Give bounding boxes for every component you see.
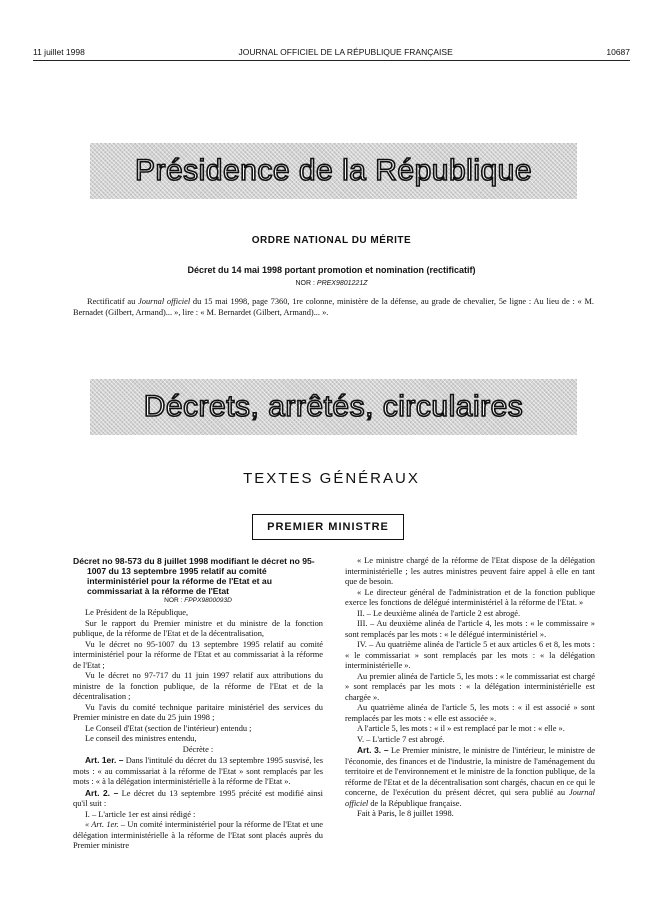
paragraph: Vu le décret no 95-1007 du 13 septembre 1995 relatif au comité interministériel pour la réforme de l'Etat et au commissariat à la réforme de l'Etat ; <box>73 639 323 670</box>
header-page-number: 10687 <box>606 47 630 57</box>
nor-label: NOR : <box>295 280 315 287</box>
nor-code: FPPX9800093D <box>184 597 232 604</box>
running-header <box>33 47 630 57</box>
article-3 <box>345 745 595 809</box>
ministry-label: PREMIER MINISTRE <box>267 521 389 533</box>
decree-title: Décret du 14 mai 1998 portant promotion et nomination (rectificatif) <box>187 265 476 275</box>
header-journal-title: JOURNAL OFFICIEL DE LA RÉPUBLIQUE FRANÇAISE <box>238 47 453 57</box>
section-banner-decrets <box>90 379 577 435</box>
decree-nor <box>33 280 630 287</box>
paragraph: IV. – Au quatrième alinéa de l'article 5 et aux articles 6 et 8, les mots : « le commissariat » sont remplacés par les mots : « la délégation interministérielle ». <box>345 640 595 670</box>
article-text: Dans l'intitulé du décret du 13 septembre 1995 susvisé, les mots : « au commissariat à la réforme de l'Etat » sont remplacés par les mots : « à la délégation interministérielle à la réforme de l'Etat ». <box>73 756 323 786</box>
banner-title: Présidence de la République <box>134 154 533 187</box>
paragraph: « Le ministre chargé de la réforme de l'Etat dispose de la délégation interministérielle ; les autres ministres peuvent faire appel à elle en tant que de besoin. <box>345 556 595 586</box>
decree-title: Décret no 98-573 du 8 juillet 1998 modifiant le décret no 95-1007 du 13 septembre 1995 relatif au comité interministériel pour la réforme de l'Etat et au commissariat à la réforme de l'Etat <box>73 556 315 596</box>
article-text: Le décret du 13 septembre 1995 précité est modifié ainsi qu'il suit : <box>73 788 323 808</box>
rectificatif-paragraph <box>73 297 594 318</box>
paragraph: « Le directeur général de l'administration et de la fonction publique exerce les fonctions de délégué interministériel à la réforme de l'Etat. » <box>345 587 595 607</box>
journal-officiel-italic: Journal officiel <box>345 788 595 808</box>
text-run: Rectificatif au <box>87 297 139 306</box>
paragraph: Au premier alinéa de l'article 5, les mots : « le commissariat est chargé » sont remplacés par les mots : « la délégation interministérielle est chargée ». <box>345 671 595 702</box>
left-column <box>73 556 323 852</box>
paragraph: Le conseil des ministres entendu, <box>85 734 197 743</box>
paragraph: Au quatrième alinéa de l'article 5, les mots : « il est associé » sont remplacés par les mots : « elle est associée ». <box>345 703 595 723</box>
ministry-box <box>252 514 404 540</box>
quoted-article-label: « Art. 1er. – <box>85 820 126 829</box>
decree-nor <box>73 597 323 604</box>
paragraph: II. – Le deuxième alinéa de l'article 2 est abrogé. <box>357 608 521 618</box>
right-column <box>345 556 595 820</box>
paragraph: Sur le rapport du Premier ministre et du ministre de la fonction publique, de la réforme de l'Etat et de la décentralisation, <box>73 618 323 638</box>
quoted-article-text: Un comité interministériel pour la réforme de l'Etat et une délégation interministérielle à la réforme de l'Etat sont placés auprès du Premier ministre <box>73 820 323 850</box>
paragraph: I. – L'article 1er est ainsi rédigé : <box>85 809 196 819</box>
quoted-article <box>73 820 323 852</box>
paragraph: Le Conseil d'Etat (section de l'intérieur) entendu ; <box>85 723 252 733</box>
header-rule <box>33 60 630 61</box>
article-2 <box>73 788 323 810</box>
paragraph: V. – L'article 7 est abrogé. <box>357 734 445 744</box>
paragraph: III. – Au deuxième alinéa de l'article 4, les mots : « le commissaire » sont remplacés par les mots : « le délégué interministériel ». <box>345 619 595 639</box>
paragraph: Le Président de la République, <box>85 608 189 617</box>
article-label: Art. 3. – <box>357 745 389 755</box>
article-1 <box>73 755 323 788</box>
nor-label: NOR : <box>164 597 183 604</box>
closing-line: Fait à Paris, le 8 juillet 1998. <box>357 809 454 818</box>
article-text: de la République française. <box>368 798 462 808</box>
header-date: 11 juillet 1998 <box>33 47 85 57</box>
paragraph: Vu l'avis du comité technique paritaire ministériel des services du Premier ministre en date du 25 juin 1998 ; <box>73 702 323 722</box>
article-label: Art. 2. – <box>85 787 119 798</box>
journal-officiel-italic: Journal officiel <box>138 297 191 306</box>
paragraph: Vu le décret no 97-717 du 11 juin 1997 relatif aux attributions du ministre de la fonction publique, de la réforme de l'Etat et de la décentralisation ; <box>73 671 323 701</box>
article-label: Art. 1er. – <box>85 755 124 765</box>
section-heading: ORDRE NATIONAL DU MÉRITE <box>251 235 412 246</box>
paragraph: A l'article 5, les mots : « il » est remplacé par le mot : « elle ». <box>357 724 565 733</box>
text-run: du 15 mai 1998, page 7360, 1re colonne, ministère de la défense, au grade de chevalier, 5e ligne : Au lieu de : « M. Bernadet (Gilbert, Armand)... », lire : « M. Bernardet (Gilbert, Armand)... ». <box>73 297 595 317</box>
textes-generaux-heading: TEXTES GÉNÉRAUX <box>243 470 420 487</box>
article-text: Le Premier ministre, le ministre de l'intérieur, le ministre de l'économie, des finances et de l'industrie, la ministre de l'aménagement du territoire et de l'environnement et le ministre de la fonction publique, de la réforme de l'Etat et de la décentralisation sont chargés, chacun en ce qui le concerne, de l'exécution du présent décret, qui sera publié au <box>345 746 595 797</box>
decrete-line: Décrète : <box>182 744 214 754</box>
decree-body <box>73 297 594 318</box>
section-banner-presidence <box>90 143 577 199</box>
nor-code: PREX9801221Z <box>316 280 368 287</box>
banner-title: Décrets, arrêtés, circulaires <box>143 390 524 423</box>
